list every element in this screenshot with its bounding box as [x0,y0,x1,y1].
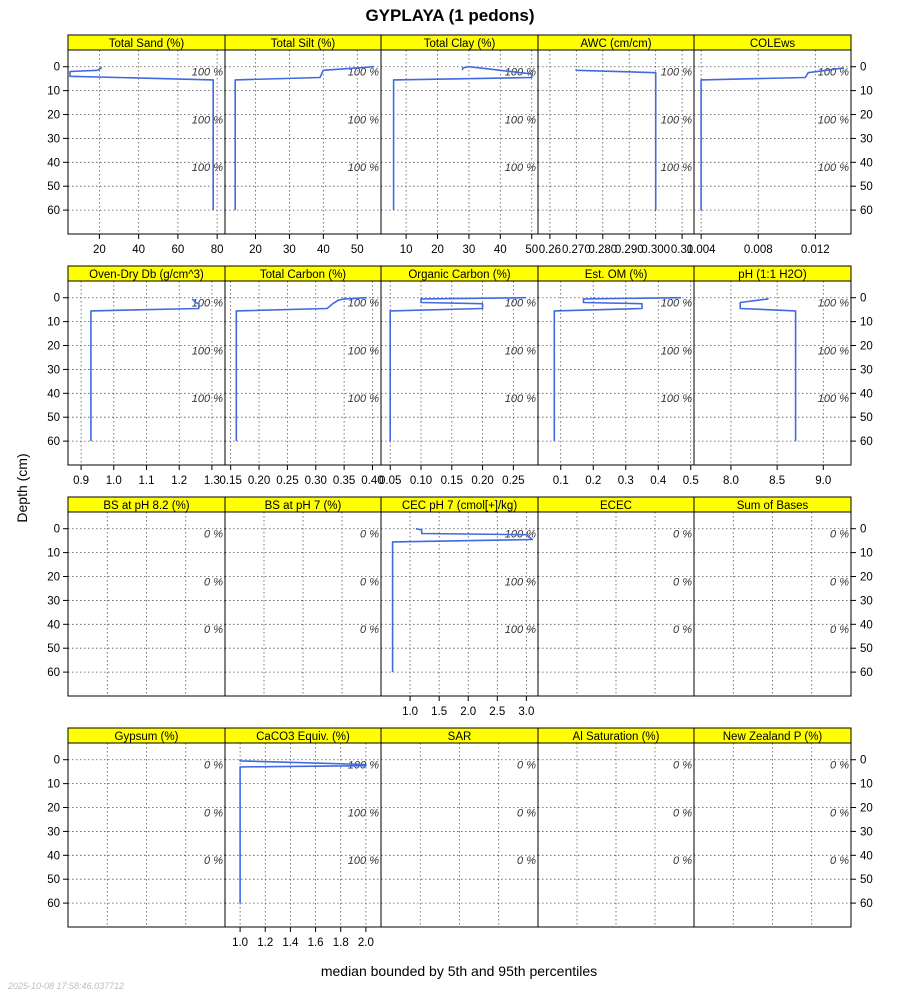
panel-sum-of-bases [694,497,873,696]
panel-gypsum [47,728,225,927]
x-tick-label: 0.25 [276,475,299,487]
coverage-label: 100 % [504,297,536,310]
y-tick-label: 10 [860,778,873,791]
x-tick-label: 1.1 [138,475,155,487]
y-tick-label: 60 [47,205,60,218]
y-tick-label: 60 [47,667,60,680]
strip-title: ECEC [600,500,632,512]
x-tick-label: 0.20 [247,475,271,487]
y-tick-label: 0 [53,754,60,767]
y-tick-label: 20 [860,802,873,815]
median-profile-line [91,299,199,441]
coverage-label: 0 % [830,624,849,637]
coverage-label: 100 % [347,114,379,127]
panel-cec-ph-7-cmol-kg [381,497,538,718]
panel-total-sand [47,35,225,256]
x-tick-label: 0.30 [304,475,327,487]
coverage-label: 100 % [504,576,536,589]
x-tick-label: 0.31 [670,244,694,256]
coverage-label: 0 % [830,576,849,589]
coverage-label: 100 % [347,807,379,820]
y-tick-label: 0 [860,61,867,74]
x-tick-label: 0.35 [332,475,356,487]
coverage-label: 100 % [504,528,536,541]
panel-colews [687,35,873,256]
panel-al-saturation [538,728,694,927]
strip-title: Gypsum (%) [114,731,179,743]
coverage-label: 0 % [673,759,692,772]
coverage-label: 100 % [504,393,536,406]
x-tick-label: 0.15 [440,475,463,487]
coverage-label: 100 % [347,66,379,79]
coverage-label: 0 % [830,855,849,868]
strip-title: pH (1:1 H2O) [738,269,807,281]
x-tick-label: 50 [525,244,539,256]
coverage-label: 100 % [817,114,849,127]
y-tick-label: 0 [53,523,60,536]
y-tick-label: 20 [860,109,873,122]
y-axis-label: Depth (cm) [14,453,30,523]
y-tick-label: 10 [860,547,873,560]
panel-caco3-equiv [225,728,381,949]
coverage-label: 0 % [360,624,379,637]
panel-bs-at-ph-8-2 [47,497,225,696]
y-tick-label: 20 [47,571,60,584]
x-tick-label: 50 [350,244,364,256]
panel-grid [47,35,873,949]
panel-oven-dry-db-g-cm-3 [47,266,225,487]
strip-title: New Zealand P (%) [722,731,823,743]
x-tick-label: 0.9 [73,475,90,487]
x-tick-label: 20 [431,244,444,256]
coverage-label: 100 % [191,345,223,358]
x-tick-label: 20 [93,244,106,256]
strip-title: Total Clay (%) [423,38,496,50]
panel-awc-cm-cm [538,35,694,256]
coverage-label: 100 % [817,393,849,406]
x-tick-label: 1.2 [257,937,274,949]
y-tick-label: 30 [47,364,60,377]
strip-title: Total Carbon (%) [259,269,347,281]
y-tick-label: 0 [53,292,60,305]
x-tick-label: 9.0 [815,475,832,487]
x-tick-label: 0.280 [588,244,618,256]
x-tick-label: 0.290 [614,244,644,256]
strip-title: Al Saturation (%) [572,731,660,743]
coverage-label: 100 % [817,297,849,310]
coverage-label: 100 % [660,393,692,406]
median-profile-line [240,760,366,903]
coverage-label: 0 % [204,855,223,868]
x-tick-label: 0.25 [502,475,525,487]
coverage-label: 0 % [673,807,692,820]
y-tick-label: 0 [860,292,867,305]
y-tick-label: 50 [47,874,60,887]
x-tick-label: 10 [399,244,413,256]
x-tick-label: 20 [249,244,262,256]
y-tick-label: 30 [47,133,60,146]
strip-title: AWC (cm/cm) [580,38,652,50]
y-tick-label: 10 [47,316,60,329]
coverage-label: 100 % [504,345,536,358]
x-tick-label: 3.0 [518,706,535,718]
coverage-label: 100 % [660,345,692,358]
x-tick-label: 1.6 [307,937,324,949]
x-tick-label: 1.8 [332,937,349,949]
coverage-label: 0 % [204,528,223,541]
x-tick-label: 0.1 [552,475,569,487]
y-tick-label: 50 [47,643,60,656]
y-tick-label: 60 [860,898,873,911]
x-tick-label: 80 [210,244,224,256]
coverage-label: 0 % [204,759,223,772]
coverage-label: 0 % [517,759,536,772]
x-axis-label: median bounded by 5th and 95th percentiles [320,963,598,979]
x-tick-label: 1.0 [402,706,419,718]
x-tick-label: 60 [171,244,185,256]
coverage-label: 100 % [660,297,692,310]
coverage-label: 100 % [660,114,692,127]
panel-sar [381,728,538,927]
coverage-label: 100 % [504,114,536,127]
panel-new-zealand-p [694,728,873,927]
coverage-label: 100 % [347,759,379,772]
y-tick-label: 20 [860,340,873,353]
strip-title: Est. OM (%) [584,269,648,281]
coverage-label: 100 % [191,114,223,127]
strip-title: CaCO3 Equiv. (%) [256,731,350,743]
x-tick-label: 1.0 [232,937,249,949]
coverage-label: 100 % [504,624,536,637]
coverage-label: 0 % [204,624,223,637]
chart-title: GYPLAYA (1 pedons) [365,6,535,25]
x-tick-label: 40 [132,244,146,256]
strip-title: Total Silt (%) [270,38,336,50]
median-profile-line [70,68,213,210]
y-tick-label: 40 [860,619,873,632]
coverage-label: 0 % [517,855,536,868]
y-tick-label: 10 [860,316,873,329]
panel-bs-at-ph-7 [225,497,381,696]
panel-organic-carbon [379,266,538,487]
coverage-label: 100 % [347,162,379,175]
panel-total-clay [381,35,538,256]
y-tick-label: 20 [47,802,60,815]
y-tick-label: 60 [860,436,873,449]
x-tick-label: 0.012 [800,244,830,256]
coverage-label: 100 % [191,66,223,79]
y-tick-label: 40 [860,157,873,170]
y-tick-label: 20 [860,571,873,584]
y-tick-label: 10 [860,85,873,98]
median-profile-line [576,69,655,210]
y-tick-label: 40 [860,850,873,863]
coverage-label: 100 % [191,297,223,310]
median-profile-line [701,68,844,210]
coverage-label: 100 % [191,162,223,175]
y-tick-label: 50 [860,412,873,425]
coverage-label: 100 % [504,66,536,79]
coverage-label: 0 % [830,759,849,772]
coverage-label: 0 % [517,807,536,820]
y-tick-label: 40 [47,850,60,863]
coverage-label: 0 % [360,528,379,541]
x-tick-label: 0.5 [682,475,699,487]
y-tick-label: 30 [860,364,873,377]
coverage-label: 0 % [673,528,692,541]
coverage-label: 0 % [673,624,692,637]
x-tick-label: 30 [283,244,296,256]
x-tick-label: 0.300 [641,244,671,256]
coverage-label: 100 % [347,297,379,310]
strip-title: SAR [447,731,472,743]
coverage-label: 0 % [204,807,223,820]
y-tick-label: 30 [47,595,60,608]
y-tick-label: 50 [860,181,873,194]
coverage-label: 0 % [360,576,379,589]
y-tick-label: 60 [860,667,873,680]
x-tick-label: 1.3 [203,475,220,487]
coverage-label: 0 % [673,855,692,868]
panel-ph-1-1-h2o [694,266,873,487]
strip-title: COLEws [749,38,796,50]
coverage-label: 100 % [660,162,692,175]
x-tick-label: 0.004 [686,244,716,256]
coverage-label: 0 % [204,576,223,589]
x-tick-label: 0.15 [219,475,242,487]
y-tick-label: 60 [47,898,60,911]
coverage-label: 100 % [660,66,692,79]
x-tick-label: 0.3 [617,475,634,487]
coverage-label: 100 % [504,162,536,175]
coverage-label: 100 % [817,345,849,358]
panel-total-silt [225,35,381,256]
y-tick-label: 50 [47,181,60,194]
panel-ecec [538,497,694,696]
y-tick-label: 50 [860,643,873,656]
x-tick-label: 0.10 [409,475,433,487]
x-tick-label: 0.270 [561,244,591,256]
y-tick-label: 50 [47,412,60,425]
strip-title: CEC pH 7 (cmol[+]/kg) [401,500,518,512]
strip-title: Sum of Bases [736,500,809,512]
y-tick-label: 0 [53,61,60,74]
x-tick-label: 0.20 [471,475,494,487]
x-tick-label: 0.05 [379,475,402,487]
y-tick-label: 0 [860,523,867,536]
x-tick-label: 2.0 [460,706,477,718]
y-tick-label: 20 [47,340,60,353]
strip-title: BS at pH 7 (%) [264,500,342,512]
coverage-label: 100 % [347,393,379,406]
y-tick-label: 20 [47,109,60,122]
x-tick-label: 40 [316,244,330,256]
panel-est-om [538,266,699,487]
x-tick-label: 0.2 [585,475,602,487]
y-tick-label: 40 [47,619,60,632]
y-tick-label: 10 [47,85,60,98]
y-tick-label: 30 [860,133,873,146]
x-tick-label: 40 [493,244,507,256]
coverage-label: 100 % [817,66,849,79]
y-tick-label: 60 [47,436,60,449]
x-tick-label: 8.5 [769,475,786,487]
coverage-label: 0 % [830,528,849,541]
coverage-label: 100 % [191,393,223,406]
x-tick-label: 2.0 [357,937,374,949]
x-tick-label: 0.008 [743,244,773,256]
coverage-label: 0 % [830,807,849,820]
x-tick-label: 1.4 [282,937,299,949]
y-tick-label: 0 [860,754,867,767]
coverage-label: 0 % [673,576,692,589]
panel-total-carbon [219,266,383,487]
x-tick-label: 30 [462,244,476,256]
y-tick-label: 30 [860,826,873,839]
x-tick-label: 0.4 [650,475,667,487]
y-tick-label: 30 [47,826,60,839]
strip-title: BS at pH 8.2 (%) [103,500,190,512]
x-tick-label: 0.40 [361,475,384,487]
x-tick-label: 1.0 [105,475,122,487]
x-tick-label: 0.26 [538,244,562,256]
coverage-label: 100 % [347,855,379,868]
y-tick-label: 30 [860,595,873,608]
strip-title: Total Sand (%) [108,38,185,50]
y-tick-label: 50 [860,874,873,887]
x-tick-label: 2.5 [489,706,506,718]
y-tick-label: 10 [47,778,60,791]
median-profile-line [554,298,681,441]
y-tick-label: 40 [47,388,60,401]
strip-title: Organic Carbon (%) [408,269,511,281]
y-tick-label: 60 [860,205,873,218]
y-tick-label: 40 [860,388,873,401]
x-tick-label: 1.2 [171,475,188,487]
timestamp: 2025-10-08 17:58:46.037712 [8,981,125,991]
strip-title: Oven-Dry Db (g/cm^3) [89,269,204,281]
y-tick-label: 40 [47,157,60,170]
coverage-label: 100 % [347,345,379,358]
x-tick-label: 8.0 [722,475,739,487]
coverage-label: 100 % [817,162,849,175]
x-tick-label: 1.5 [431,706,448,718]
y-tick-label: 10 [47,547,60,560]
